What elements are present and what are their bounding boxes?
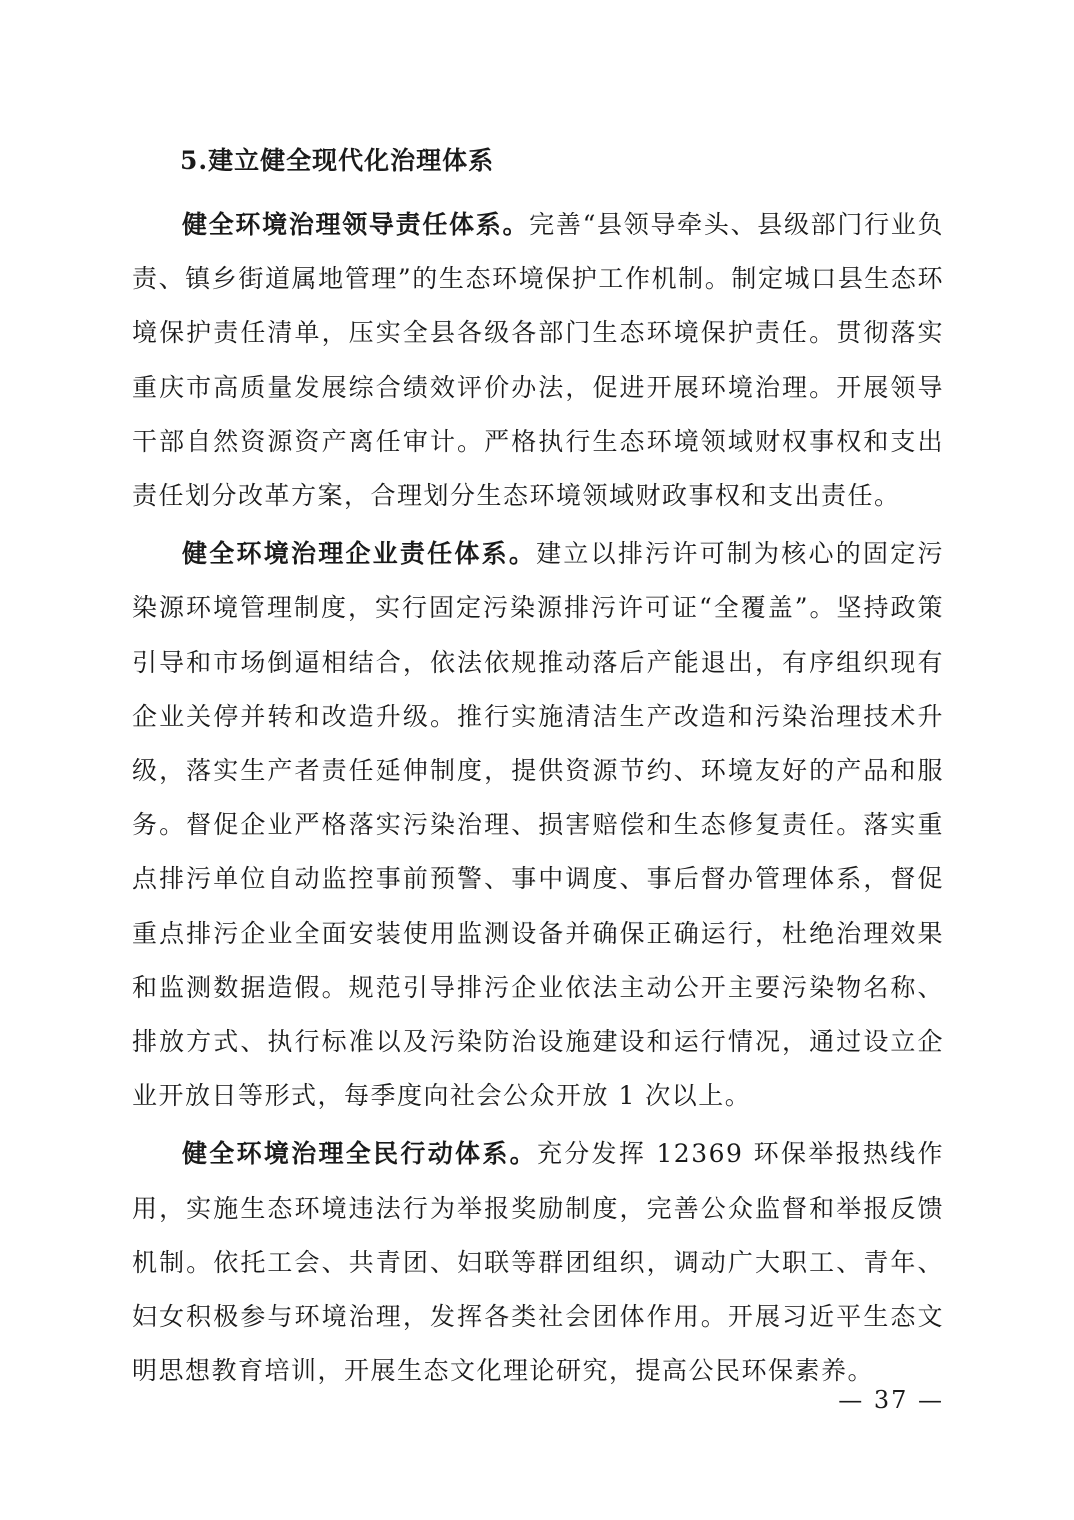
paragraph-body: 完善“县领导牵头、县级部门行业负责、镇乡街道属地管理”的生态环境保护工作机制。制定城口县生态环境保护责任清单，压实全县各级各部门生态环境保护责任。贯彻落实重庆市高质量发展综合绩效评价办法，促进开展环境治理。开展领导干部自然资源资产离任审计。严格执行生态环境领域财权事权和支出责任划分改革方案，合理划分生态环境领域财政事权和支出责任。 bbox=[132, 210, 944, 511]
paragraph-leadership-responsibility bbox=[132, 198, 944, 523]
paragraph-body: 建立以排污许可制为核心的固定污染源环境管理制度，实行固定污染源排污许可证“全覆盖”。坚持政策引导和市场倒逼相结合，依法依规推动落后产能退出，有序组织现有企业关停并转和改造升级。推行实施清洁生产改造和污染治理技术升级，落实生产者责任延伸制度，提供资源节约、环境友好的产品和服务。督促企业严格落实污染治理、损害赔偿和生态修复责任。落实重点排污单位自动监控事前预警、事中调度、事后督办管理体系，督促重点排污企业全面安装使用监测设备并确保正确运行，杜绝治理效果和监测数据造假。规范引导排污企业依法主动公开主要污染物名称、排放方式、执行标准以及污染防治设施建设和运行情况，通过设立企业开放日等形式，每季度向社会公众开放 1 次以上。 bbox=[132, 539, 944, 1111]
paragraph-lead: 健全环境治理企业责任体系。 bbox=[182, 539, 537, 569]
paragraph-public-action bbox=[132, 1127, 944, 1398]
paragraph-enterprise-responsibility bbox=[132, 527, 944, 1123]
paragraph-lead: 健全环境治理全民行动体系。 bbox=[182, 1139, 537, 1169]
section-heading: 5.建立健全现代化治理体系 bbox=[180, 146, 495, 175]
document-page bbox=[132, 142, 944, 1398]
page-number: — 37 — bbox=[838, 1386, 944, 1414]
paragraph-body: 充分发挥 12369 环保举报热线作用，实施生态环境违法行为举报奖励制度，完善公众监督和举报反馈机制。依托工会、共青团、妇联等群团组织，调动广大职工、青年、妇女积极参与环境治理，发挥各类社会团体作用。开展习近平生态文明思想教育培训，开展生态文化理论研究，提高公民环保素养。 bbox=[132, 1139, 944, 1386]
paragraph-lead: 健全环境治理领导责任体系。 bbox=[182, 210, 530, 239]
